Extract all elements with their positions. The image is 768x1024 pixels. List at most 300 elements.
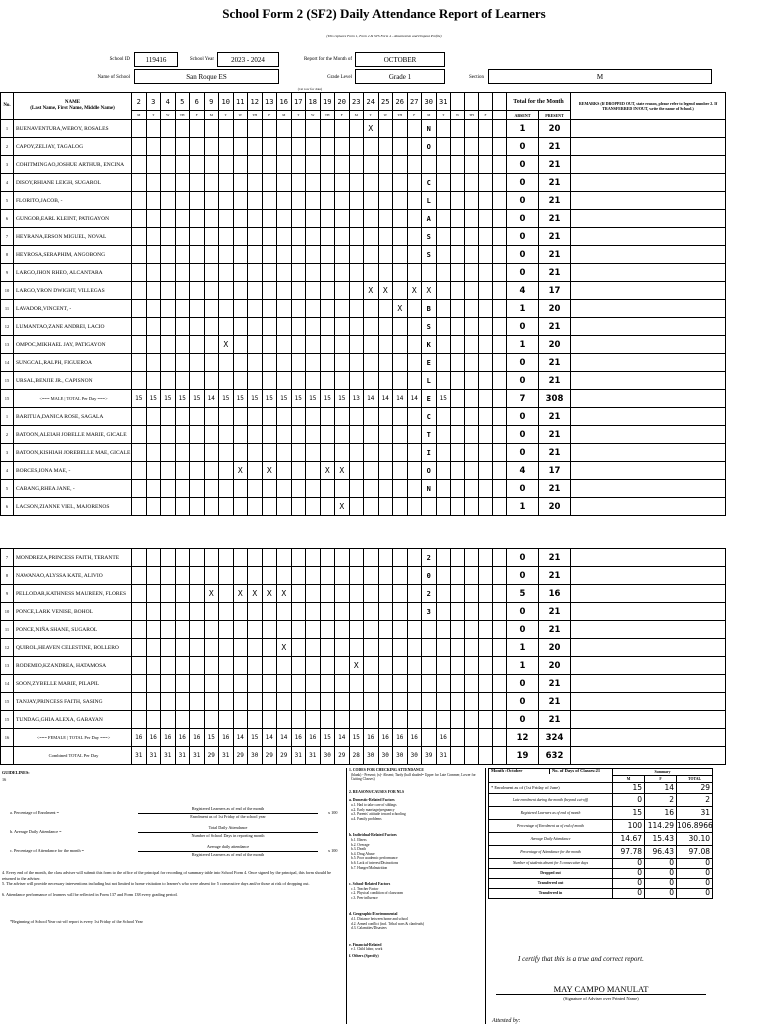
- learner-row: [1, 408, 726, 426]
- attendance-cell: [422, 264, 437, 282]
- attendance-cell: [320, 264, 335, 282]
- attendance-cell: [306, 444, 321, 462]
- total-present: 308: [539, 390, 571, 408]
- attendance-cell: [479, 264, 493, 282]
- attendance-cell: [277, 480, 292, 498]
- attendance-cell: [146, 246, 161, 264]
- attendance-cell: [306, 639, 321, 657]
- school-year-field[interactable]: 2023 - 2024: [217, 52, 279, 67]
- attendance-cell: [306, 282, 321, 300]
- attendance-cell: [291, 156, 306, 174]
- summary-label: Transferred out: [489, 879, 613, 889]
- attendance-cell: [248, 444, 263, 462]
- daily-total-cell: [465, 729, 479, 747]
- attendance-cell: [335, 318, 350, 336]
- attendance-cell: [378, 120, 393, 138]
- attendance-cell: [335, 603, 350, 621]
- daily-total-cell: 31: [306, 747, 321, 765]
- attendance-cell: [335, 282, 350, 300]
- attendance-cell: [277, 336, 292, 354]
- attendance-cell: [262, 336, 277, 354]
- attendance-cell: [175, 156, 190, 174]
- summary-label: * Enrolment as of (1st Friday of June): [489, 783, 613, 794]
- attendance-cell: [393, 603, 408, 621]
- attendance-cell: [175, 585, 190, 603]
- summary-total: 0: [677, 879, 713, 889]
- attendance-cell: [349, 282, 364, 300]
- learner-name: MONDREZA,PRINCESS FAITH, TERANTE: [14, 549, 132, 567]
- attendance-cell: [291, 480, 306, 498]
- learner-number: 7: [1, 228, 14, 246]
- attendance-cell: [407, 639, 422, 657]
- attendance-cell: [393, 210, 408, 228]
- attendance-cell: [436, 693, 451, 711]
- attendance-cell: [262, 138, 277, 156]
- attendance-cell: [364, 621, 379, 639]
- present-count: 21: [539, 156, 571, 174]
- remarks-cell: [571, 210, 726, 228]
- attendance-cell: [306, 603, 321, 621]
- attendance-cell: [233, 498, 248, 516]
- attendance-cell: [335, 264, 350, 282]
- certify-text: I certify that this is a true and correct report.: [518, 955, 644, 963]
- attendance-cell: [364, 246, 379, 264]
- attendance-cell: [146, 336, 161, 354]
- attendance-cell: [479, 567, 493, 585]
- attendance-cell: [291, 603, 306, 621]
- learner-row: [1, 138, 726, 156]
- attendance-cell: [291, 498, 306, 516]
- learner-row: [1, 228, 726, 246]
- attendance-cell: [451, 585, 465, 603]
- summary-female: 16: [645, 807, 677, 820]
- attendance-cell: [349, 462, 364, 480]
- attendance-cell: [219, 372, 234, 390]
- daily-total-cell: 14: [204, 390, 219, 408]
- summary-label: Percentage of Enrolment as of end of month: [489, 820, 613, 833]
- attendance-cell: [451, 372, 465, 390]
- attendance-cell: [161, 462, 176, 480]
- total-absent: 7: [507, 390, 539, 408]
- present-count: 21: [539, 567, 571, 585]
- attendance-cell: [190, 264, 205, 282]
- present-count: 21: [539, 174, 571, 192]
- guideline-footnote: *Beginning of School Year cut-off report is every 1st Friday of the School Year: [10, 919, 143, 924]
- attendance-cell: [451, 336, 465, 354]
- section-field[interactable]: M: [488, 69, 712, 84]
- attendance-cell: [451, 318, 465, 336]
- attendance-cell: [451, 621, 465, 639]
- attendance-cell: X: [248, 585, 263, 603]
- attendance-cell: [262, 675, 277, 693]
- formula-c-label: c. Percentage of Attendance for the month =: [10, 848, 84, 853]
- remarks-cell: [571, 372, 726, 390]
- attendance-cell: [291, 264, 306, 282]
- code-item: b.3. Death: [351, 847, 366, 852]
- attendance-cell: [320, 408, 335, 426]
- attendance-cell: [146, 444, 161, 462]
- attendance-cell: [320, 228, 335, 246]
- attendance-cell: [393, 372, 408, 390]
- attendance-cell: [349, 354, 364, 372]
- summary-female: 15.43: [645, 833, 677, 846]
- attendance-cell: [190, 300, 205, 318]
- learner-row: [1, 675, 726, 693]
- attendance-cell: [146, 372, 161, 390]
- attendance-cell: [335, 693, 350, 711]
- attendance-cell: [233, 192, 248, 210]
- attendance-cell: [248, 300, 263, 318]
- attendance-cell: [436, 462, 451, 480]
- absent-count: 0: [507, 192, 539, 210]
- attendance-cell: [175, 120, 190, 138]
- attendance-cell: [132, 336, 147, 354]
- codes-c: c. School-Related Factors: [349, 882, 391, 887]
- summary-label: Registered Learners as of end of month: [489, 807, 613, 820]
- attendance-cell: [132, 210, 147, 228]
- summary-male: 14.67: [613, 833, 645, 846]
- code-item: d.3. Calamities/Disasters: [351, 926, 387, 931]
- attendance-cell: X: [320, 462, 335, 480]
- attendance-cell: [349, 120, 364, 138]
- attendance-cell: [248, 372, 263, 390]
- attendance-cell: [291, 192, 306, 210]
- learner-number: 15: [1, 711, 14, 729]
- attendance-cell: [451, 693, 465, 711]
- attendance-cell: [393, 120, 408, 138]
- attendance-cell: [132, 282, 147, 300]
- attendance-cell: [349, 711, 364, 729]
- grade-field[interactable]: Grade 1: [355, 69, 445, 84]
- attendance-cell: [306, 549, 321, 567]
- attendance-cell: [190, 138, 205, 156]
- attendance-cell: [378, 318, 393, 336]
- attendance-cell: [233, 693, 248, 711]
- learner-row: [1, 567, 726, 585]
- learner-name: DISOY,RHIANE LEIGH, SUGAROL: [14, 174, 132, 192]
- attendance-cell: [146, 462, 161, 480]
- learner-number: 6: [1, 210, 14, 228]
- daily-total-cell: 15: [146, 390, 161, 408]
- remarks-cell: [571, 480, 726, 498]
- attendance-cell: [175, 282, 190, 300]
- attendance-cell: [219, 498, 234, 516]
- summary-male: 0: [613, 889, 645, 899]
- attendance-cell: [349, 264, 364, 282]
- attendance-cell: [451, 408, 465, 426]
- attendance-cell: [451, 639, 465, 657]
- attendance-cell: [132, 585, 147, 603]
- attendance-cell: [335, 426, 350, 444]
- attendance-cell: [132, 246, 147, 264]
- attendance-cell: [436, 138, 451, 156]
- attendance-cell: [262, 120, 277, 138]
- attendance-cell: [146, 264, 161, 282]
- attendance-cell: [393, 354, 408, 372]
- attendance-cell: [436, 444, 451, 462]
- attendance-cell: [132, 426, 147, 444]
- attendance-cell: [175, 693, 190, 711]
- attendance-cell: [190, 408, 205, 426]
- attendance-cell: [465, 462, 479, 480]
- attendance-cell: [262, 639, 277, 657]
- absent-count: 0: [507, 372, 539, 390]
- attendance-cell: [161, 567, 176, 585]
- attendance-cell: [306, 354, 321, 372]
- weekday-header: F: [190, 111, 205, 120]
- daily-total-cell: 15: [175, 390, 190, 408]
- attendance-cell: [436, 621, 451, 639]
- attendance-cell: [349, 603, 364, 621]
- attendance-cell: [161, 408, 176, 426]
- attendance-cell: [204, 228, 219, 246]
- learner-number: 3: [1, 444, 14, 462]
- month-field[interactable]: OCTOBER: [355, 52, 445, 67]
- attendance-cell: [190, 675, 205, 693]
- code-item: c.2. Physical condition of classroom: [351, 891, 404, 896]
- total-absent: 12: [507, 729, 539, 747]
- attendance-cell: [262, 174, 277, 192]
- summary-label: Dropped out: [489, 869, 613, 879]
- attendance-cell: [204, 264, 219, 282]
- attendance-cell: [233, 282, 248, 300]
- attendance-cell: [219, 480, 234, 498]
- attendance-cell: [248, 282, 263, 300]
- absent-count: 4: [507, 282, 539, 300]
- summary-label: Percentage of Attendance for the month: [489, 846, 613, 859]
- attendance-cell: [479, 621, 493, 639]
- present-count: 21: [539, 138, 571, 156]
- attendance-cell: [204, 498, 219, 516]
- attendance-cell: [451, 192, 465, 210]
- total-row-number: 15: [1, 390, 14, 408]
- attendance-cell: [262, 246, 277, 264]
- learner-number: 8: [1, 567, 14, 585]
- attendance-cell: [465, 585, 479, 603]
- learner-name: LAVADOR,VINCENT, -: [14, 300, 132, 318]
- attendance-cell: [248, 657, 263, 675]
- attendance-cell: [493, 210, 507, 228]
- attendance-cell: [493, 318, 507, 336]
- summary-m-header: M: [613, 776, 645, 783]
- attendance-cell: [146, 675, 161, 693]
- attendance-cell: [291, 408, 306, 426]
- attendance-cell: [204, 336, 219, 354]
- attendance-cell: [451, 444, 465, 462]
- attendance-cell: [262, 282, 277, 300]
- attendance-cell: [493, 480, 507, 498]
- attendance-cell: [465, 174, 479, 192]
- weekday-header: F: [407, 111, 422, 120]
- attendance-cell: [436, 603, 451, 621]
- learner-name: LACSON,ZIANNE VIEL, MAJORENOS: [14, 498, 132, 516]
- date-header: 4: [161, 93, 176, 111]
- attendance-cell: [219, 156, 234, 174]
- daily-total-cell: [451, 747, 465, 765]
- codes-b: b. Individual-Related Factors: [349, 833, 397, 838]
- attendance-cell: [320, 318, 335, 336]
- attendance-cell: [393, 426, 408, 444]
- summary-table: [488, 768, 713, 899]
- absent-count: 1: [507, 336, 539, 354]
- attendance-cell: [204, 462, 219, 480]
- learner-name: OMPOC,MIKHAEL JAY, PATIGAYON: [14, 336, 132, 354]
- attendance-cell: [175, 549, 190, 567]
- attendance-cell: [436, 246, 451, 264]
- attendance-cell: [407, 228, 422, 246]
- summary-female: 0: [645, 879, 677, 889]
- attendance-cell: [335, 657, 350, 675]
- date-header: [493, 93, 507, 111]
- learner-number: 12: [1, 639, 14, 657]
- school-name-field[interactable]: San Roque ES: [134, 69, 279, 84]
- attendance-cell: [407, 372, 422, 390]
- attendance-cell: [204, 300, 219, 318]
- attendance-cell: [349, 549, 364, 567]
- attendance-cell: [262, 480, 277, 498]
- attendance-cell: [233, 426, 248, 444]
- adviser-name: MAY CAMPO MANULAT: [496, 984, 706, 995]
- attendance-cell: [175, 408, 190, 426]
- attendance-cell: [422, 675, 437, 693]
- attendance-cell: [378, 300, 393, 318]
- attendance-cell: [451, 462, 465, 480]
- attendance-table: [0, 92, 726, 516]
- attendance-cell: L: [422, 372, 437, 390]
- attendance-cell: [320, 336, 335, 354]
- attendance-cell: [349, 567, 364, 585]
- attendance-cell: N: [422, 120, 437, 138]
- daily-total-cell: 15: [306, 390, 321, 408]
- learner-name: TUNDAG,GHIA ALEXA, GABAYAN: [14, 711, 132, 729]
- attendance-cell: [349, 621, 364, 639]
- attendance-cell: [248, 264, 263, 282]
- attendance-cell: [291, 246, 306, 264]
- attendance-cell: [451, 549, 465, 567]
- daily-total-cell: 14: [262, 729, 277, 747]
- attendance-cell: [407, 426, 422, 444]
- present-count: 21: [539, 675, 571, 693]
- attendance-cell: [161, 621, 176, 639]
- attendance-cell: [479, 549, 493, 567]
- learner-row: [1, 246, 726, 264]
- attendance-cell: [407, 657, 422, 675]
- present-count: 21: [539, 408, 571, 426]
- present-count: 21: [539, 426, 571, 444]
- attendance-cell: [493, 282, 507, 300]
- attendance-cell: [364, 693, 379, 711]
- attendance-cell: O: [422, 462, 437, 480]
- summary-header: Summary: [613, 769, 713, 776]
- attendance-cell: [465, 639, 479, 657]
- absent-count: 0: [507, 354, 539, 372]
- learner-row: [1, 282, 726, 300]
- attendance-cell: [320, 138, 335, 156]
- attendance-cell: [161, 354, 176, 372]
- remarks-cell: [571, 657, 726, 675]
- attendance-cell: [146, 228, 161, 246]
- attendance-cell: [364, 711, 379, 729]
- attendance-cell: [219, 264, 234, 282]
- attendance-cell: [291, 711, 306, 729]
- present-count: 20: [539, 300, 571, 318]
- attendance-cell: [364, 567, 379, 585]
- attendance-cell: [146, 567, 161, 585]
- attendance-cell: [291, 657, 306, 675]
- daily-total-cell: 14: [233, 729, 248, 747]
- formula-b-denominator: Number of School Days in reporting month: [138, 832, 318, 838]
- attendance-cell: [465, 246, 479, 264]
- attendance-cell: X: [262, 585, 277, 603]
- attendance-cell: [175, 336, 190, 354]
- date-header: 12: [248, 93, 263, 111]
- attendance-cell: X: [378, 282, 393, 300]
- attendance-cell: [378, 675, 393, 693]
- attendance-cell: [262, 192, 277, 210]
- attendance-cell: [204, 675, 219, 693]
- attendance-cell: [306, 336, 321, 354]
- absent-count: 4: [507, 462, 539, 480]
- attendance-cell: [465, 336, 479, 354]
- school-id-field[interactable]: 119416: [134, 52, 178, 67]
- summary-row: [489, 879, 713, 889]
- attendance-cell: [277, 282, 292, 300]
- daily-total-cell: 14: [364, 390, 379, 408]
- attendance-cell: [465, 675, 479, 693]
- attendance-cell: [335, 210, 350, 228]
- attendance-cell: [306, 246, 321, 264]
- attendance-cell: [335, 549, 350, 567]
- summary-male: 0: [613, 869, 645, 879]
- attendance-cell: [306, 675, 321, 693]
- attendance-cell: [204, 210, 219, 228]
- dates-caption: (1st row for date): [297, 87, 323, 91]
- guideline-5: 5. The adviser will provide necessary interventions including but not limited to home visitation to learner's who were absent for 5 consecutive days and/or those at risk of dropping out.: [2, 881, 310, 886]
- learner-row: [1, 711, 726, 729]
- attendance-cell: [277, 603, 292, 621]
- date-header: 24: [364, 93, 379, 111]
- attendance-cell: [378, 174, 393, 192]
- attendance-cell: [233, 711, 248, 729]
- attendance-cell: [204, 621, 219, 639]
- attendance-cell: [479, 498, 493, 516]
- attendance-cell: [175, 246, 190, 264]
- attendance-cell: [364, 444, 379, 462]
- attendance-cell: [161, 603, 176, 621]
- learner-row: [1, 585, 726, 603]
- code-item: a.2. Early marriage/pregnancy: [351, 807, 395, 812]
- attendance-cell: S: [422, 246, 437, 264]
- present-count: 21: [539, 603, 571, 621]
- attendance-cell: [393, 156, 408, 174]
- attendance-cell: [436, 711, 451, 729]
- attendance-cell: [349, 192, 364, 210]
- attendance-cell: [335, 567, 350, 585]
- attendance-cell: [364, 498, 379, 516]
- learner-name: NAWANAO,ALYSSA KATE, ALIVIO: [14, 567, 132, 585]
- learner-row: [1, 549, 726, 567]
- attendance-cell: [335, 156, 350, 174]
- learner-number: 1: [1, 408, 14, 426]
- remarks-cell: [571, 549, 726, 567]
- attendance-cell: [204, 318, 219, 336]
- attendance-cell: [479, 408, 493, 426]
- absent-count: 1: [507, 498, 539, 516]
- learner-number: 10: [1, 603, 14, 621]
- attendance-cell: [233, 372, 248, 390]
- attendance-cell: [146, 639, 161, 657]
- attendance-cell: [219, 120, 234, 138]
